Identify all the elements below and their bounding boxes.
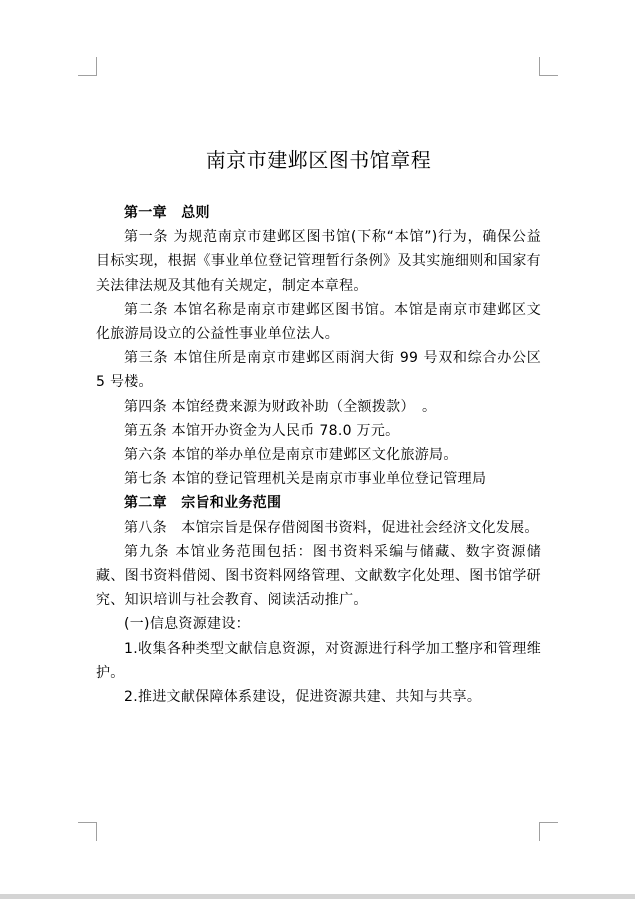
crop-mark-bottom-right — [539, 822, 558, 841]
page-bottom-edge — [0, 894, 635, 899]
article-4: 第四条 本馆经费来源为财政补助（全额拨款） 。 — [124, 398, 437, 415]
article-7: 第七条 本馆的登记管理机关是南京市事业单位登记管理局 — [124, 471, 487, 488]
chapter-1-heading: 第一章 总则 — [124, 205, 210, 221]
article-2: 第二条 本馆名称是南京市建邺区图书馆。本馆是南京市建邺区文化旅游局设立的公益性事业单位法人。 — [96, 301, 541, 343]
document-body — [96, 201, 541, 709]
item-2: 2.推进文献保障体系建设，促进资源共建、共知与共享。 — [124, 689, 482, 706]
item-1: 1.收集各种类型文献信息资源，对资源进行科学加工整序和管理维护。 — [96, 640, 541, 681]
article-8: 第八条 本馆宗旨是保存借阅图书资料，促进社会经济文化发展。 — [124, 519, 539, 536]
chapter-2-heading: 第二章 宗旨和业务范围 — [124, 495, 282, 512]
article-1: 第一条 为规范南京市建邺区图书馆(下称“本馆”)行为，确保公益目标实现，根据《事业单位登记管理暂行条例》及其实施细则和国家有关法律法规及其他有关规定，制定本章程。 — [96, 229, 541, 294]
article-9: 第九条 本馆业务范围包括：图书资料采编与储藏、数字资源储藏、图书资料借阅、图书资料网络管理、文献数字化处理、图书馆学研究、知识培训与社会教育、阅读活动推广。 — [96, 543, 541, 609]
document-content — [96, 143, 541, 709]
document-title: 南京市建邺区图书馆章程 — [205, 148, 432, 172]
crop-mark-top-right — [539, 57, 558, 76]
crop-mark-bottom-left — [78, 822, 97, 841]
crop-mark-top-left — [78, 57, 97, 76]
section-1-heading: (一)信息资源建设： — [124, 616, 250, 633]
article-5: 第五条 本馆开办资金为人民币 78.0 万元。 — [124, 422, 400, 439]
article-6: 第六条 本馆的举办单位是南京市建邺区文化旅游局。 — [124, 447, 458, 464]
article-3: 第三条 本馆住所是南京市建邺区雨润大街 99 号双和综合办公区 5 号楼。 — [96, 350, 541, 391]
